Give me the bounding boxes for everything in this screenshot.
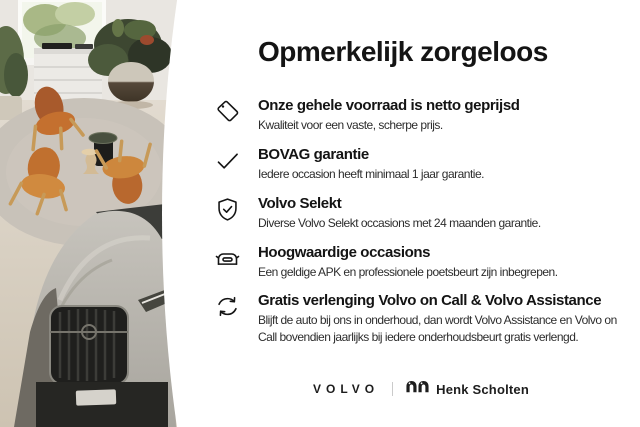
benefit-heading: Gratis verlenging Volvo on Call & Volvo Assistance — [258, 292, 602, 310]
list-item — [214, 146, 628, 183]
tag-icon — [214, 97, 258, 125]
benefit-description: Een geldige APK en professionele poetsbeurt zijn inbegrepen. — [258, 264, 558, 279]
page-title: Opmerkelijk zorgeloos — [258, 36, 548, 67]
list-item — [214, 244, 628, 281]
benefit-list — [214, 97, 628, 346]
volvo-wordmark: VOLVO — [312, 382, 380, 396]
benefit-heading: Volvo Selekt — [258, 194, 342, 212]
list-item — [214, 195, 628, 232]
benefit-heading: Hoogwaardige occasions — [258, 243, 431, 261]
brand-bar — [214, 380, 628, 398]
list-item — [214, 292, 628, 346]
content-panel — [214, 36, 628, 358]
renew-arrows-icon — [214, 292, 258, 320]
benefit-description: Blijft de auto bij ons in onderhoud, dan wordt Volvo Assistance en Volvo on Call bovendien jaarlijks bij iedere onderhoudsbeurt gratis verlengd. — [258, 313, 617, 345]
check-icon — [214, 146, 258, 174]
dealer-brand — [406, 380, 529, 398]
dealer-name: Henk Scholten — [436, 381, 530, 397]
shield-check-icon — [214, 195, 258, 223]
benefit-heading: Onze gehele voorraad is netto geprijsd — [258, 97, 520, 115]
divider — [392, 382, 393, 396]
car-icon — [214, 244, 258, 272]
henk-scholten-logo-icon — [406, 380, 429, 398]
benefit-heading: BOVAG garantie — [258, 145, 369, 163]
benefit-description: Diverse Volvo Selekt occasions met 24 maanden garantie. — [258, 215, 541, 230]
benefit-description: Kwaliteit voor een vaste, scherpe prijs. — [258, 118, 443, 133]
benefit-description: Iedere occasion heeft minimaal 1 jaar garantie. — [258, 166, 484, 181]
list-item — [214, 97, 628, 134]
